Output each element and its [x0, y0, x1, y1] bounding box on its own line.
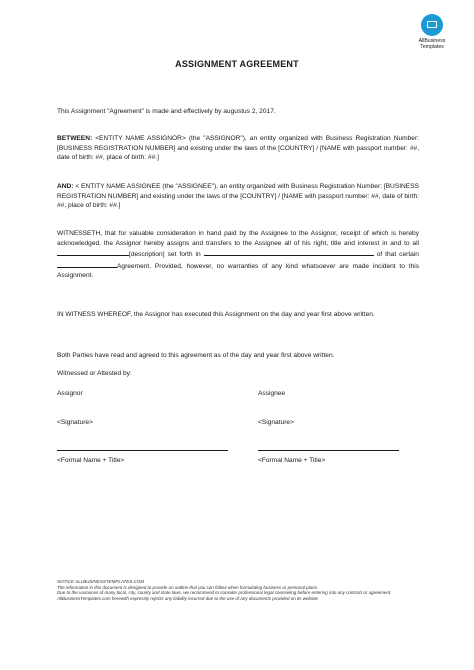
witnesseth-part5: Agreement. Provided, however, no warranties of any kind whatsoever are made incident to this Assignment.: [57, 262, 419, 280]
logo-text: [406, 38, 458, 50]
witnesseth-paragraph: [57, 229, 419, 281]
assignee-label: Assignee: [258, 390, 286, 397]
notice-line1: The information in this document is designed to provide an outline that you can follow when formulating business or personal plans.: [57, 584, 319, 590]
both-parties-paragraph: Both Parties have read and agreed to this agreement as of the day and year first above written.: [57, 352, 335, 359]
blank-line: [57, 260, 117, 268]
logo-line2: Templates: [420, 44, 444, 50]
assignee-formal-name: <Formal Name + Title>: [258, 457, 326, 464]
notice-heading: NOTICE ALLBUSINESSTEMPLATES.COM: [57, 579, 145, 584]
and-label: AND:: [57, 183, 74, 190]
assignor-formal-name: <Formal Name + Title>: [57, 457, 125, 464]
and-paragraph: [57, 182, 419, 211]
notice-footer: [57, 579, 419, 601]
between-paragraph: [57, 134, 419, 163]
laptop-icon: [421, 14, 443, 36]
witnesseth-part4: of that certain: [376, 251, 419, 259]
witnessed-label: Witnessed or Attested by:: [57, 370, 132, 377]
in-witness-paragraph: IN WITNESS WHEREOF, the Assignor has executed this Assignment on the day and year first above written.: [57, 311, 375, 318]
assignee-signature-line: [258, 450, 399, 451]
assignor-label: Assignor: [57, 390, 83, 397]
and-text: < ENTITY NAME ASSIGNEE (the "ASSIGNEE"), an entity organized with Business Registration Number: [BUSINESS REGISTRATION NUMBER] and existing under the laws of the [COUNTRY] / [NAME with passport number: ##, date of birth: ##, place of birth: ##.]: [57, 183, 419, 210]
blank-line: [204, 248, 374, 256]
witnesseth-part2: [description]: [129, 251, 165, 259]
intro-paragraph: This Assignment “Agreement” is made and effectively by augustus 2, 2017.: [57, 108, 276, 115]
allbusiness-logo: [406, 14, 458, 50]
assignor-signature-placeholder: <Signature>: [57, 419, 93, 426]
assignor-signature-line: [57, 450, 228, 451]
witnesseth-part3: set forth in: [167, 251, 201, 259]
assignee-signature-placeholder: <Signature>: [258, 419, 294, 426]
logo-line1: AllBusiness: [418, 38, 446, 44]
between-text: <ENTITY NAME ASSIGNOR> (the "ASSIGNOR"), an entity organized with Business Registration Number: [BUSINESS REGISTRATION NUMBER] and existing under the laws of the [COUNTRY] / [NAME with passport number: ##, date of birth: ##, place of birth: ##.]: [57, 135, 419, 162]
witnesseth-part1: WITNESSETH, that for valuable consideration in hand paid by the Assignee to the Assignor, receipt of which is hereby acknowledged, the Assignor hereby assigns and transfers to the Assignee all of his right, title and interest in and to all: [57, 230, 419, 247]
notice-line2: Due to the variances of many local, city, county and state laws, we recommend to consider professional legal counseling before entering into any contract or agreement. AllBusinessTemplates.com herewith expressly rejects any liability incurred due to the use of any documents provided on its website: [57, 590, 392, 601]
document-title: ASSIGNMENT AGREEMENT: [175, 59, 299, 69]
between-label: BETWEEN:: [57, 135, 93, 142]
blank-line: [57, 248, 129, 256]
